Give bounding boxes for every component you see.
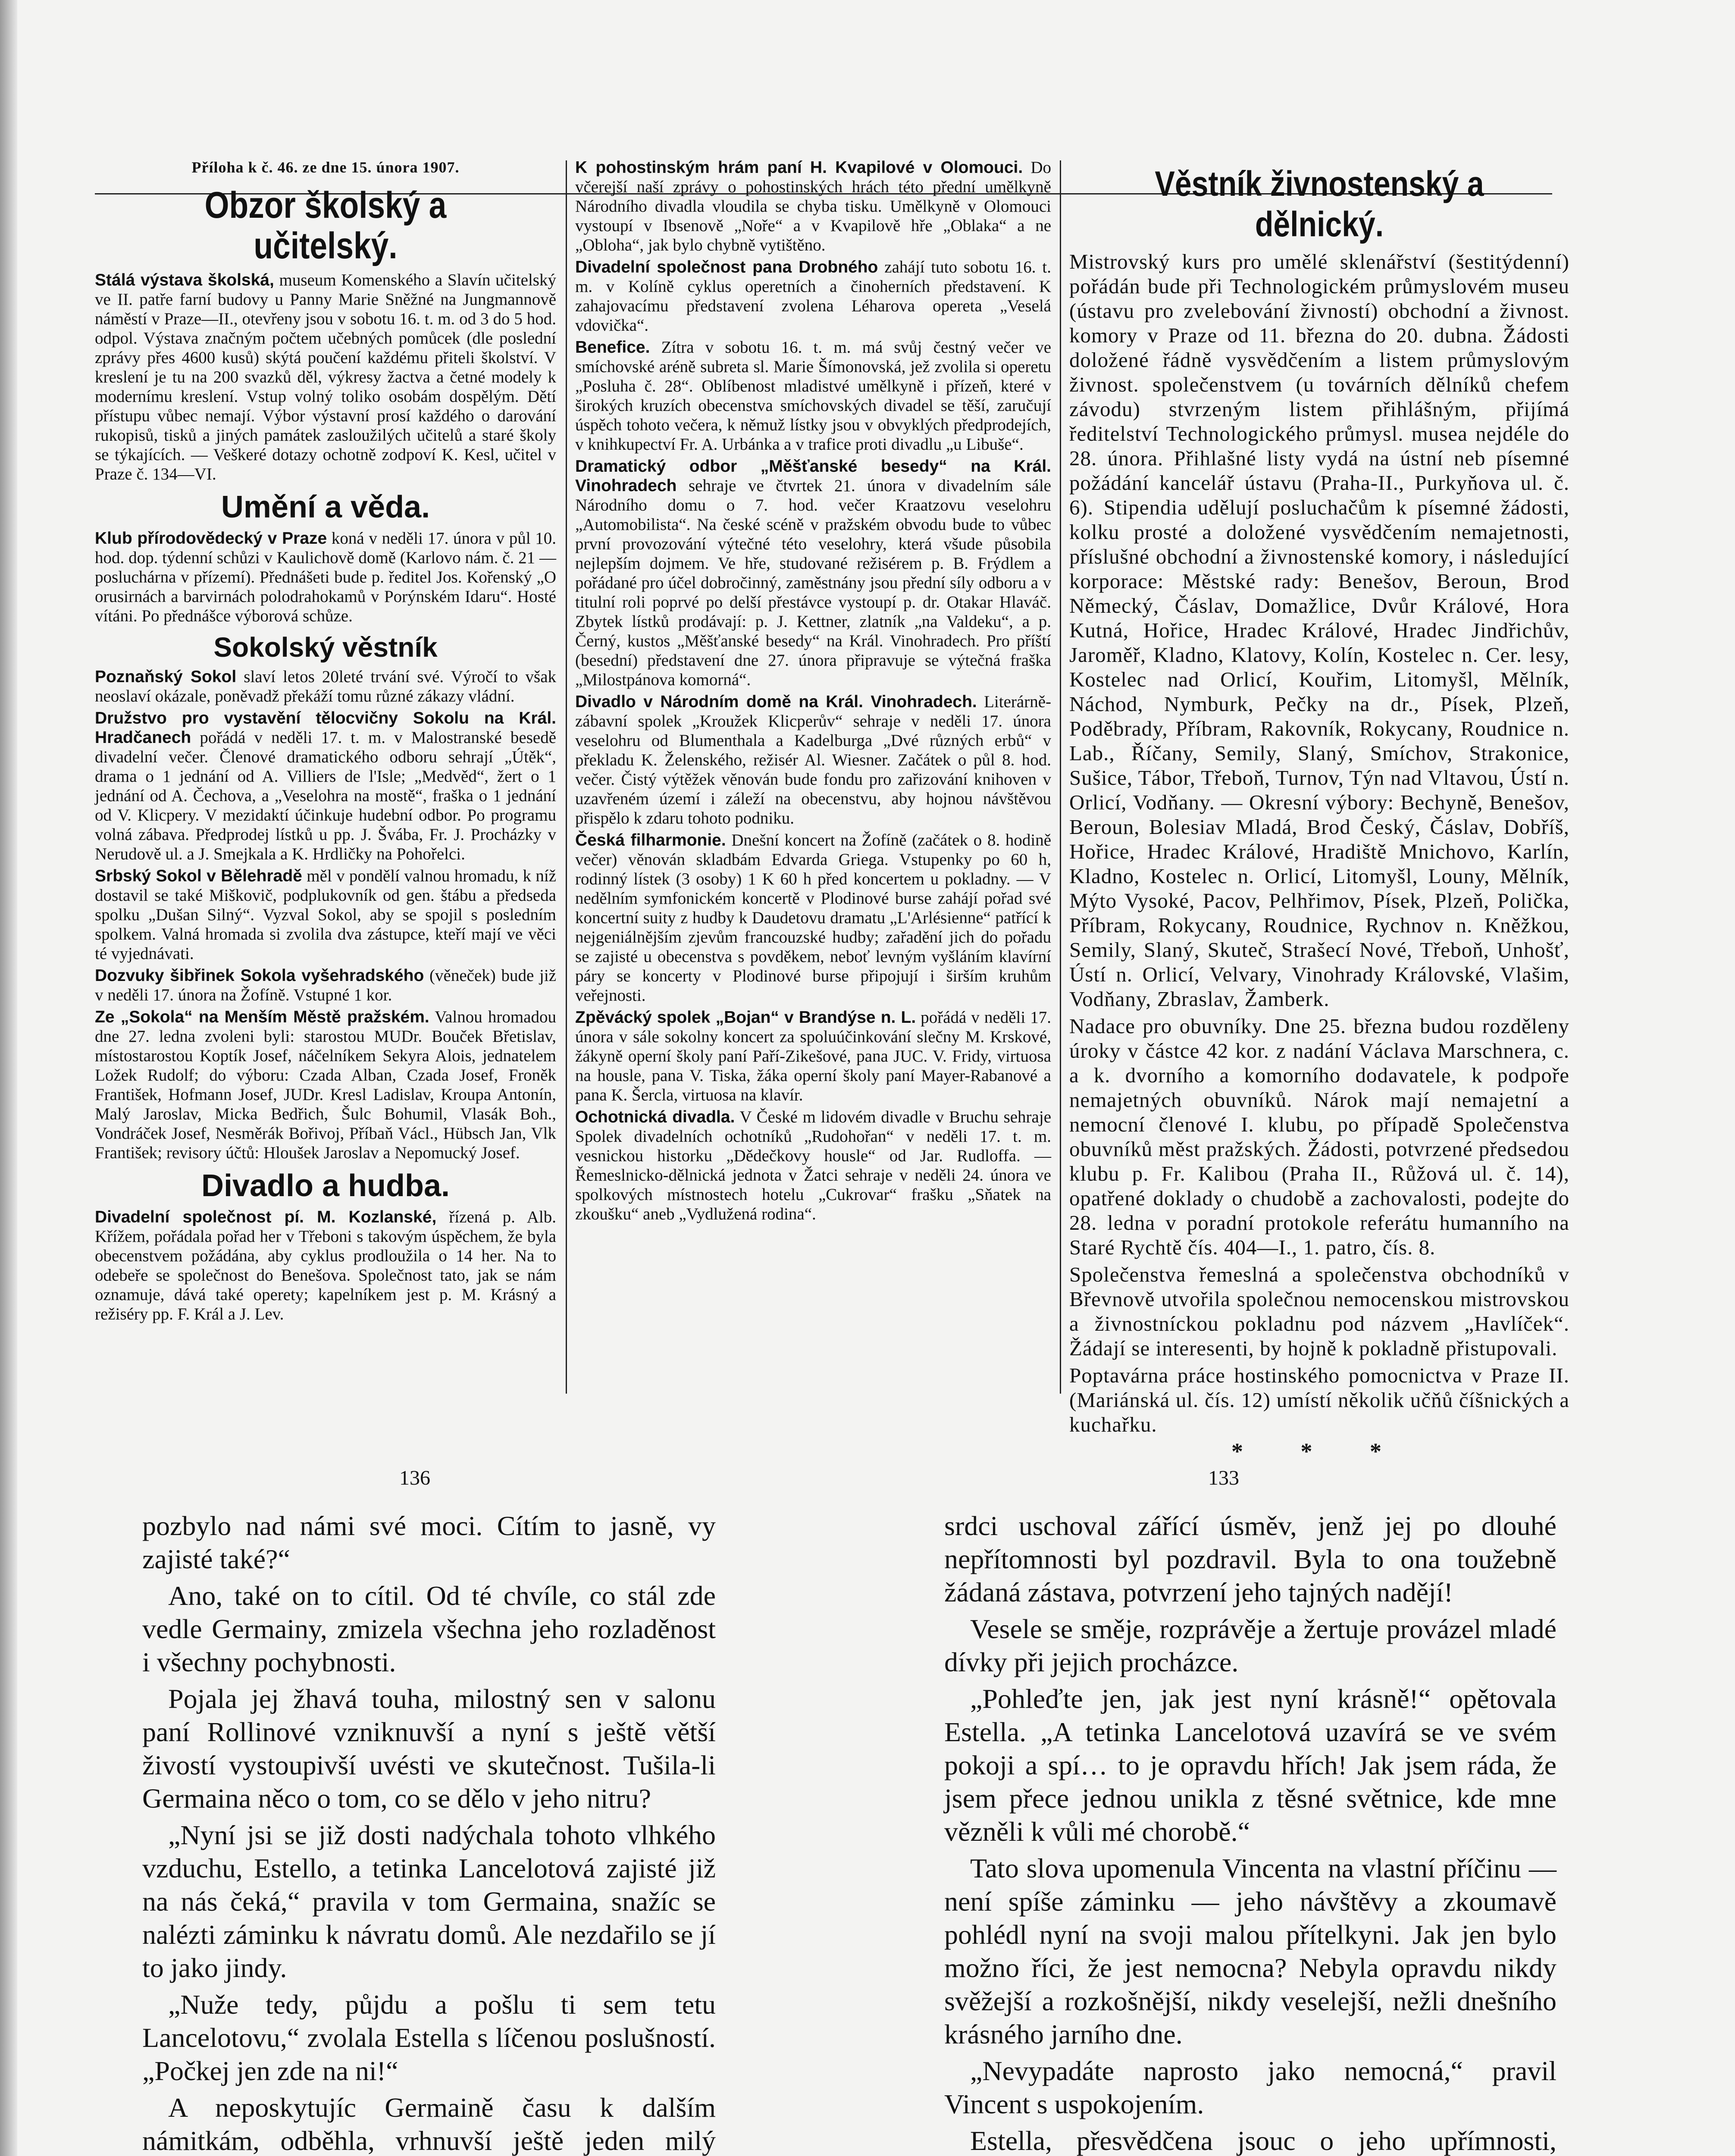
right-paragraph: Tato slova upomenula Vincenta na vlastní příčinu — není spíše záminku — jeho návštěvy a zkoumavě pohlédl nyní na svoji malou přítelkyni. Jak jen bylo možno říci, že jest nemocna? Nebyla opravdu nikdy svěžejší a rozkošnější, nikdy veselejší, nežli dnešního krásného jarního dne. [944, 1853, 1556, 2049]
section-title-vestnik: Věstník živnostenský a dělnický. [1155, 164, 1484, 244]
section-title-obzor: Obzor školský a učitelský. [204, 185, 447, 266]
column-divider-1 [566, 160, 567, 1394]
article-mistrovsky-kurs: Mistrovský kurs pro umělé sklenářství (šestitýdenní) pořádán bude při Technologickém průmyslovém museu (ústavu pro zvelebování živností) obchodní a živnost. komory v Praze od 11. března do 20. dubna. Žádosti doložené řádně vysvědčením a listem průmyslovým živnost. společenstvem (u továrních dělníků chefem závodu) stvrzeným listem přihlášným, přijímá ředitelství Technologického průmysl. musea nejdéle do 28. února. Přihlašné listy vydá na ústní neb písemné požádání kancelář ústavu (Praha-II., Purkyňova ul. č. 6). Stipendia udělují posluchačům k písemné žádosti, kolku prosté a doložené vysvědčením nemajetnosti, příslušné obchodní a živnostenské komory, i následující korporace: Městské rady: Benešov, Beroun, Brod Německý, Čáslav, Domažlice, Dvůr Králové, Hora Kutná, Hořice, Hradec Králové, Hradec Jindřichův, Jaroměř, Kladno, Klatovy, Kolín, Kostelec n. Cer. lesy, Kostelec nad Orlicí, Kouřim, Litomyšl, Mělník, Náchod, Nymburk, Pečky na dr., Písek, Plzeň, Poděbrady, Příbram, Rakovník, Rokycany, Roudnice n. Lab., Říčany, Semily, Slaný, Smíchov, Strakonice, Sušice, Tábor, Třeboň, Turnov, Týn nad Vltavou, Ústí n. Orlicí, Vodňany. — Okresní výbory: Bechyně, Benešov, Beroun, Bolesiav Mladá, Brod Český, Čáslav, Dobříš, Hořice, Hradec Králové, Hradiště Mnichovo, Karlín, Kladno, Kostelec n. Orlicí, Litomyšl, Louny, Mělník, Mýto Vysoké, Pacov, Pelhřimov, Písek, Plzeň, Polička, Příbram, Rokycany, Roudnice, Rychnov n. Kněžkou, Semily, Slaný, Skuteč, Strašecí Nové, Třeboň, Unhošť, Ústí n. Orlicí, Velvary, Vinohrady Královské, Vlašim, Vodňany, Zbraslav, Žamberk. [1069, 250, 1569, 1011]
left-paragraph: A neposkytujíc Germaině času k dalším námitkám, odběhla, vrhnuvší ještě jeden milý [142, 2092, 716, 2156]
article-srbsky: Srbský Sokol v Bělehradě měl v pondělí valnou hromadu, k níž dostavil se také Miškovič, podplukovník od gen. štábu a předseda spolku „Dušan Silný“. Vyzval Sokol, aby se spojil s posledním spolkem. Valná hromada si zvolila dva zástupce, kteří mají ve věci té vyjednávati. [95, 867, 557, 963]
ornament-stars: * * * [1231, 1438, 1407, 1464]
article-bojan: Zpěvácký spolek „Bojan“ v Brandýse n. L. pořádá v neděli 17. února v sále sokolny koncert za spoluúčinkování slečny M. Krskové, žákyně operní školy paní Paří-Zikešové, pana JUC. V. Fridy, virtuosa na housle, pana V. Tiska, žáka operní školy paní Mayer-Rabanové a pana K. Šercla, virtuosa na klavír. [575, 1008, 1052, 1104]
right-paragraph: Estella, přesvědčena jsouc o jeho upřímnosti, [970, 2125, 1556, 2156]
article-filharmonie: Česká filharmonie. Dnešní koncert na Žofíně (začátek o 8. hodině večer) věnován skladbám Edvarda Griega. Vstupenky po 60 h, rodinný lístek (3 osoby) 1 K 60 h před koncertem u pokladny. — V nedělním symfonickém koncertě v Plodinové burse zahájí pořad své koncertní suity z hudby k Daudetovu dramatu „L'Arlésienne“ patřící k nejgeniálnějším zjevům francouzské hudby; zařadění jich do pořadu se zajisté u obecenstva s povděkem, neboť levným vyšláním klavírní páry se koncerty v Plodinové burse připojují i širším kruhům veřejnosti. [575, 831, 1052, 1005]
section-title-divadlo: Divadlo a hudba. [201, 1169, 450, 1203]
article-dramaticky-odbor: Dramatický odbor „Měšťanské besedy“ na Král. Vinohradech sehraje ve čtvrtek 21. února v divadelním sále Národního domu o 7. hod. večer Kraatzovu veselohru „Automobilista“. Na české scéně v pražském obvodu bude to vůbec první provozování výtečné této veselohry, která všude působila nejlepším dojmem. Ve hře, studované režisérem p. B. Frýdlem a pořádané pro účel dobročinný, zaměstnány jsou přední síly odboru a v titulní roli poprvé po delší přestávce vystoupí p. dr. Otakar Hlaváč. Zbytek lístků prodávají: p. J. Kettner, zlatník „na Valdeku“, a p. Černý, kustos „Měšťanské besedy“ na Král. Vinohradech. Pro příští (besední) představení dne 27. února připravuje se výtečná fraška „Milostpánova komorná“. [575, 457, 1051, 689]
left-paragraph: Pojala jej žhavá touha, milostný sen v salonu paní Rollinové vzniknuvší a nyní s ještě větší živostí vystoupivší uvésti ve skutečnost. Tušila-li Germaina něco o tom, co se dělo v jeho nitru? [142, 1683, 716, 1814]
column-1 [95, 158, 556, 1365]
article-poznan: Poznaňský Sokol slaví letos 20leté trvání své. Výročí to však neoslaví okázale, poněvadž překáží tomu různé zákazy vládní. [95, 667, 556, 705]
book-left-text [142, 1509, 716, 2156]
book-left-page [142, 1509, 716, 2156]
article-ochotnicka: Ochotnická divadla. V České m lidovém divadle v Bruchu sehraje Spolek divadelních ochotníků „Rudohořan“ v neděli 17. t. m. vesnickou historku „Dědečkovy housle“ od Jar. Rudloffa. — Řemeslnicko-dělnická jednota v Žatci sehraje v neděli 24. února ve spolkových místnostech hotelu „Cukrovar“ frašku „Sňatek na zkoušku“ aneb „Vydlužená rodina“. [575, 1108, 1051, 1223]
book-right-page [944, 1509, 1556, 2156]
right-paragraph: „Nevypadáte naprosto jako nemocná,“ pravil Vincent s uspokojením. [944, 2056, 1556, 2119]
column-divider-2 [1060, 160, 1061, 1394]
right-paragraph: „Pohleďte jen, jak jest nyní krásně!“ opětovala Estella. „A tetinka Lancelotová uzavírá se ve svém pokoji a spí… to je opravdu hřích! Jak jsem ráda, že jsem přece jednou unikla z těsné světnice, kde mne vězněli k vůli mé chorobě.“ [944, 1683, 1556, 1847]
left-page-number: 136 [399, 1467, 430, 1489]
section-title-sokol: Sokolský věstník [213, 632, 438, 663]
column-3 [1069, 158, 1569, 1464]
article-kvapilova: K pohostinským hrám paní H. Kvapilové v Olomouci. Do včerejší naší zprávy o pohostinských hrách této přední umělkyně Národního divadla vloudila se chyba tisku. Umělkyně v Olomouci vystoupí v Ibsenově „Noře“ a v Kvapilově hře „Oblaka“ a ne „Obloha“, jak bylo chybně vytištěno. [575, 158, 1051, 254]
left-paragraph: pozbylo nad námi své moci. Cítím to jasně, vy zajisté také?“ [142, 1510, 716, 1574]
article-benefice: Benefice. Zítra v sobotu 16. t. m. má svůj čestný večer ve smíchovské aréně subreta sl. Marie Šímonovská, jež zvolila si operetu „Posluha č. 28“. Oblíbenost mladistvé umělkyně i přízeň, které v širokých kruzích obecenstva smíchovských divadel se těší, zaručují úspěch tohoto večera, k němuž lístky jsou v obvyklých předprodejích, v knihkupectví Fr. A. Urbánka a v trafice proti divadlu „u Libuše“. [575, 338, 1051, 454]
right-paragraph: srdci uschoval zářící úsměv, jenž jej po dlouhé nepřítomnosti byl pozdravil. Byla to ona toužebně žádaná zástava, potvrzení jeho tajných nadějí! [944, 1510, 1556, 1608]
book-right-text [944, 1509, 1556, 2156]
article-vystava: Stálá výstava školská, museum Komenského a Slavín učitelský ve II. patře farní budovy u Panny Marie Sněžné na Jungmannově náměstí v Praze—II., otevřeny jsou v sobotu 16. t. m. od 3 do 5 hod. odpol. Výstava značným počtem učebných pomůcek (dle poslední zprávy přes 4600 kusů) skýtá poučení každému přiteli školství. V kreslení je tu na 200 svazků děl, výkresy žactva a četné modely k modernímu kreslení. Vstup volný toliko osobám dospělým. Dětí přístupu vůbec nemají. Výbor výstavní prosí každého o darování rukopisů, tisků a jiných památek zasloužilých učitelů a staré školy se týkajících. — Veškeré dotazy ochotně zodpoví K. Kesl, učitel v Praze č. 134—VI. [95, 271, 556, 483]
left-paragraph: „Nuže tedy, půjdu a pošlu ti sem tetu Lancelotovu,“ zvolala Estella s líčenou poslušností. „Počkej jen zde na ni!“ [142, 1989, 716, 2086]
left-paragraph: „Nyní jsi se již dosti nadýchala tohoto vlhkého vzduchu, Estello, a tetinka Lancelotová zajisté již na nás čeká,“ pravila v tom Germaina, snažíc se nalézti záminku k návratu domů. Ale nezdařilo se jí to jako jindy. [142, 1820, 716, 1983]
column-2 [575, 158, 1051, 1365]
article-spolecenstva: Společenstva řemeslná a společenstva obchodníků v Břevnově utvořila společnou nemocenskou mistrovskou a živnostníckou pokladnu pod názvem „Havlíček“. Žádají se interesenti, by hojně k pokladně přistupovali. [1069, 1263, 1569, 1360]
right-paragraph: Vesele se směje, rozprávěje a žertuje provázel mladé dívky při jejich procházce. [944, 1614, 1556, 1677]
left-paragraph: Ano, také on to cítil. Od té chvíle, co stál zde vedle Germainy, zmizela všechna jeho rozladěnost i všechny pochybnosti. [142, 1580, 716, 1677]
article-mensi-mesto: Ze „Sokola“ na Menším Městě pražském. Valnou hromadou dne 27. ledna zvoleni byli: starostou MUDr. Bouček Břetislav, místostarostou Koptík Josef, náčelníkem Sekyra Alois, jednatelem Ložek Rudolf; do výboru: Czada Alban, Czada Josef, Froněk František, Hofmann Josef, JUDr. Kresl Ladislav, Kroupa Antonín, Malý Jaroslav, Micka Bedřich, Šulc Bohumil, Vlasák Boh., Vondráček Josef, Nesměrák Bořivoj, Příbaň Václ., Hübsch Jan, Vlk František; revisory účtů: Hloušek Jaroslav a Nepomucký Josef. [95, 1008, 556, 1162]
article-kozlanska: Divadelní společnost pí. M. Kozlanské, řízená p. Alb. Křížem, pořádala pořad her v Třeboni s takovým úspěchem, že byla obecenstvem požádána, aby cyklus prodloužila o 14 her. Na to odebeře se společnost do Benešova. Společnost tato, jak se nám oznamuje, dává také operety; kapelníkem jest p. M. Krásný a režiséry pp. F. Král a J. Lev. [95, 1208, 556, 1323]
article-dozvuky: Dozvuky šibřinek Sokola vyšehradského (věneček) bude již v neděli 17. února na Žofíně. Vstupné 1 kor. [95, 966, 557, 1004]
section-title-umeni: Umění a věda. [221, 490, 430, 524]
article-klub: Klub přírodovědecký v Praze koná v neděli 17. února v půl 10. hod. dop. týdenní schůzi v Kaulichově domě (Karlovo nám. č. 21 — posluchárna v přízemí). Přednášeti bude p. ředitel Jos. Kořenský „O orusirnách a barvirnách polodrahokamů v Porýnském Idaru“. Hosté vítáni. Po přednášce výborová schůze. [95, 529, 557, 625]
supplement-line: Příloha k č. 46. ze dne 15. února 1907. [191, 159, 460, 176]
article-drobny: Divadelní společnost pana Drobného zahájí tuto sobotu 16. t. m. v Kolíně cyklus operetních a činoherních představení. K zahajovacímu představení zvolena Léharova opereta „Veselá vdovička“. [575, 258, 1052, 335]
article-nadace: Nadace pro obuvníky. Dne 25. března budou rozděleny úroky v částce 42 kor. z nadání Václava Marschnera, c. a k. dvorního a komorního dodavatele, k podpoře nemajetných obuvníků. Nárok mají nemajetní a nemocní členové I. klubu, po případě Společenstva obuvníků měst pražských. Žádosti, potvrzené předsedou klubu p. Fr. Kalibou (Praha II., Růžová ul. č. 14), opatřené doklady o chudobě a zachovalosti, podejte do 28. ledna v poradní protokole referátu humanního na Staré Rychtě čís. 404—I., 1. patro, čís. 8. [1069, 1014, 1569, 1259]
article-poptavarna: Poptavárna práce hostinského pomocnictva v Praze II. (Mariánská ul. čís. 12) umístí několik učňů číšnických a kuchařku. [1069, 1363, 1569, 1436]
right-page-number: 133 [1208, 1467, 1239, 1489]
scan-edge-left [0, 0, 17, 2156]
article-druzstvo: Družstvo pro vystavění tělocvičny Sokolu na Král. Hradčanech pořádá v neděli 17. t. m. v Malostranské besedě divadelní večer. Členové dramatického odboru sehrají „Útěk“, drama o 1 jednání od A. Villiers de l'Isle; „Medvěd“, žert o 1 jednání od A. Čechova, a „Veselohra na mostě“, fraška o 1 jednání od V. Klicpery. V mezidaktí účinkuje hudební odbor. Po programu volná zábava. Předprodej lístků u pp. J. Švába, Fr. J. Procházky v Nerudově ul. a J. Smejkala a K. Hrdličky na Pohořelci. [95, 709, 557, 863]
article-narodni-dum: Divadlo v Národním domě na Král. Vinohradech. Literárně-zábavní spolek „Kroužek Klicperův“ sehraje v neděli 17. února veselohru od Blumenthala a Kadelburga „Dvé různých erbů“ v překladu K. Želenského, režisér Al. Wiesner. Začátek o půl 8. hod. večer. Čistý výtěžek věnován bude fondu pro zařizování knihoven v uzavřeném území i záleží na obecenstvu, aby hojnou návštěvou přispělo k zdaru tohoto podniku. [575, 693, 1051, 827]
